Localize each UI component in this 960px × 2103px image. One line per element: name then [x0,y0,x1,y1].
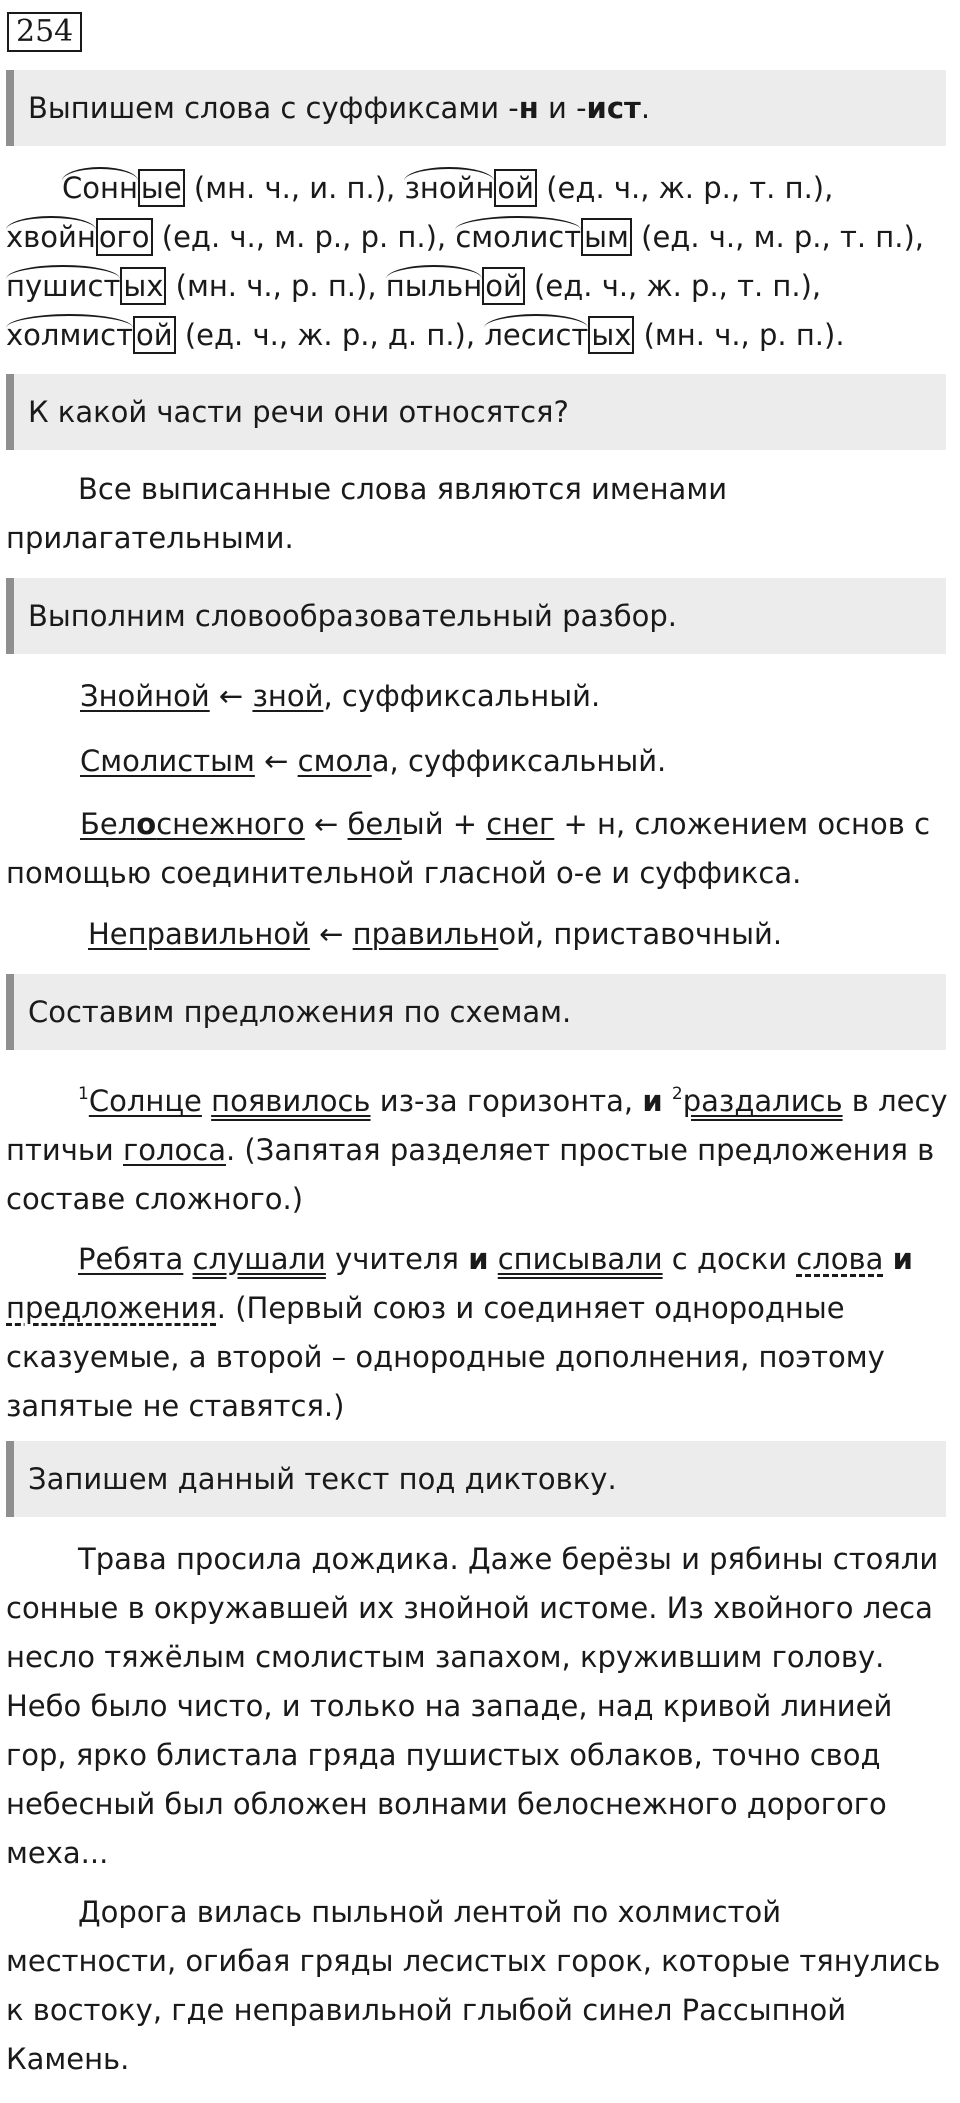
derivation-arrow: ← [209,679,253,713]
heading-suffix-ist: ист [586,91,641,125]
plus-sign: + [443,807,487,841]
heading-text: . [640,91,651,125]
part-of-speech-answer: Все выписанные слова являются именами прилагательными. [6,472,728,555]
heading-text: и - [538,91,587,125]
sentence-example-2 [6,1235,950,1431]
section-heading-dictation: Запишем данный текст под диктовку. [6,1441,946,1517]
base-ending: ый [401,807,444,841]
base-ending: ой [498,917,535,951]
base-word: смол [297,744,372,778]
object: предложения [6,1291,217,1325]
base-word: бел [347,807,402,841]
derived-word: Неправильной [88,917,310,951]
word-ending: ые [138,169,185,207]
conjunction: и [468,1242,489,1276]
sentence-text: в лесу птичьи [6,1084,948,1167]
derivation-line [80,741,666,781]
base-word: правильн [352,917,499,951]
derived-word: Знойной [80,679,210,713]
word-stem: знойн [404,167,494,205]
subject: Солнце [88,1084,202,1118]
section-heading-suffixes [6,70,946,146]
derived-word: Смолистым [80,744,255,778]
derivation-type: , суффиксальный. [323,679,601,713]
sentence-text: . (Запятая разделяет простые предложения в составе сложного.) [6,1133,935,1216]
derivation-arrow: ← [304,807,348,841]
word-stem: лесист [484,314,588,352]
sentence-text: учителя [325,1242,469,1276]
connecting-vowel: о [136,807,157,841]
section-heading-derivation: Выполним словообразовательный разбор. [6,578,946,654]
word-ending: ой [482,267,525,305]
dictation-paragraph-2: Дорога вилась пыльной лентой по холмистой местности, огибая гряды лесистых горок, которые тянулись к востоку, где неправильной глыбой синел Рассыпной Камень. [6,1895,941,2076]
word-ending: ых [120,267,166,305]
conjunction: и [642,1084,663,1118]
word-ending: ой [494,169,537,207]
derivation-type: , приставочный. [534,917,783,951]
derived-word-part: Бел [80,807,137,841]
object: слова [796,1242,884,1276]
word-grammar: (мн. ч., и. п.), [184,171,405,205]
word-ending: ых [588,316,634,354]
subject: Ребята [78,1242,184,1276]
word-stem: смолист [455,216,581,254]
word-stem: пушист [6,265,120,303]
heading-text: Выпишем слова с суффиксами - [28,91,519,125]
suffix-mark: н [597,807,616,841]
derivation-compound [6,800,950,898]
derivation-arrow: ← [309,917,353,951]
base-word: снег [486,807,555,841]
word-ending: ой [133,316,176,354]
word-grammar: (ед. ч., ж. р., т. п.), [537,171,834,205]
sentence-example-1 [6,1070,950,1224]
sentence-text: из-за горизонта, [370,1084,643,1118]
word-grammar: (ед. ч., м. р., р. п.), [152,220,456,254]
predicate: списывали [497,1242,663,1276]
derived-word-part: снежного [156,807,305,841]
predicate: появилось [211,1084,371,1118]
word-grammar: (ед. ч., ж. р., т. п.), [524,269,822,303]
word-stem: хвойн [6,216,96,254]
word-stem: пыльн [386,265,482,303]
dictation-paragraph-1: Трава просила дождика. Даже берёзы и рябины стояли сонные в окружавшей их знойной истоме. Из хвойного леса несло тяжёлым смолистым запахом, кружившим голову. Небо было чисто, и только на западе, над кривой линией гор, ярко блистала гряда пушистых облаков, точно свод небесный был обложен волнами белоснежного дорогого меха... [6,1542,939,1870]
word-grammar: (мн. ч., р. п.). [634,318,845,352]
word-line [6,217,924,257]
word-ending: ым [581,218,632,256]
section-heading-part-of-speech: К какой части речи они относятся? [6,374,946,450]
sentence-text: с доски [662,1242,797,1276]
predicate: раздались [682,1084,843,1118]
sentence-text: . (Первый союз и соединяет однородные сказуемые, а второй – однородные дополнения, поэтому запятые не ставятся.) [6,1291,885,1423]
word-stem: Сонн [62,167,138,205]
subject: голоса [123,1133,226,1167]
clause-number: 2 [671,1084,683,1104]
heading-suffix-n: н [518,91,539,125]
predicate: слушали [192,1242,326,1276]
plus-sign: + [554,807,598,841]
word-stem: холмист [6,314,133,352]
task-number: 254 [7,12,82,52]
word-grammar: (мн. ч., р. п.), [166,269,386,303]
word-line [62,168,833,208]
clause-number: 1 [78,1084,89,1104]
derivation-type: , суффиксальный. [389,744,667,778]
conjunction: и [892,1242,913,1276]
word-grammar: (ед. ч., м. р., т. п.), [631,220,925,254]
word-ending: ого [96,218,153,256]
word-grammar: (ед. ч., ж. р., д. п.), [175,318,485,352]
derivation-arrow: ← [254,744,298,778]
base-word: зной [252,679,324,713]
base-ending: а [371,744,390,778]
derivation-line [80,676,600,716]
word-line [6,315,845,355]
derivation-line [88,914,782,954]
word-line [6,266,821,306]
derivation-type: , сложением основ с помощью соединительной гласной о-е и суффикса. [6,807,931,890]
section-heading-sentences: Составим предложения по схемам. [6,974,946,1050]
